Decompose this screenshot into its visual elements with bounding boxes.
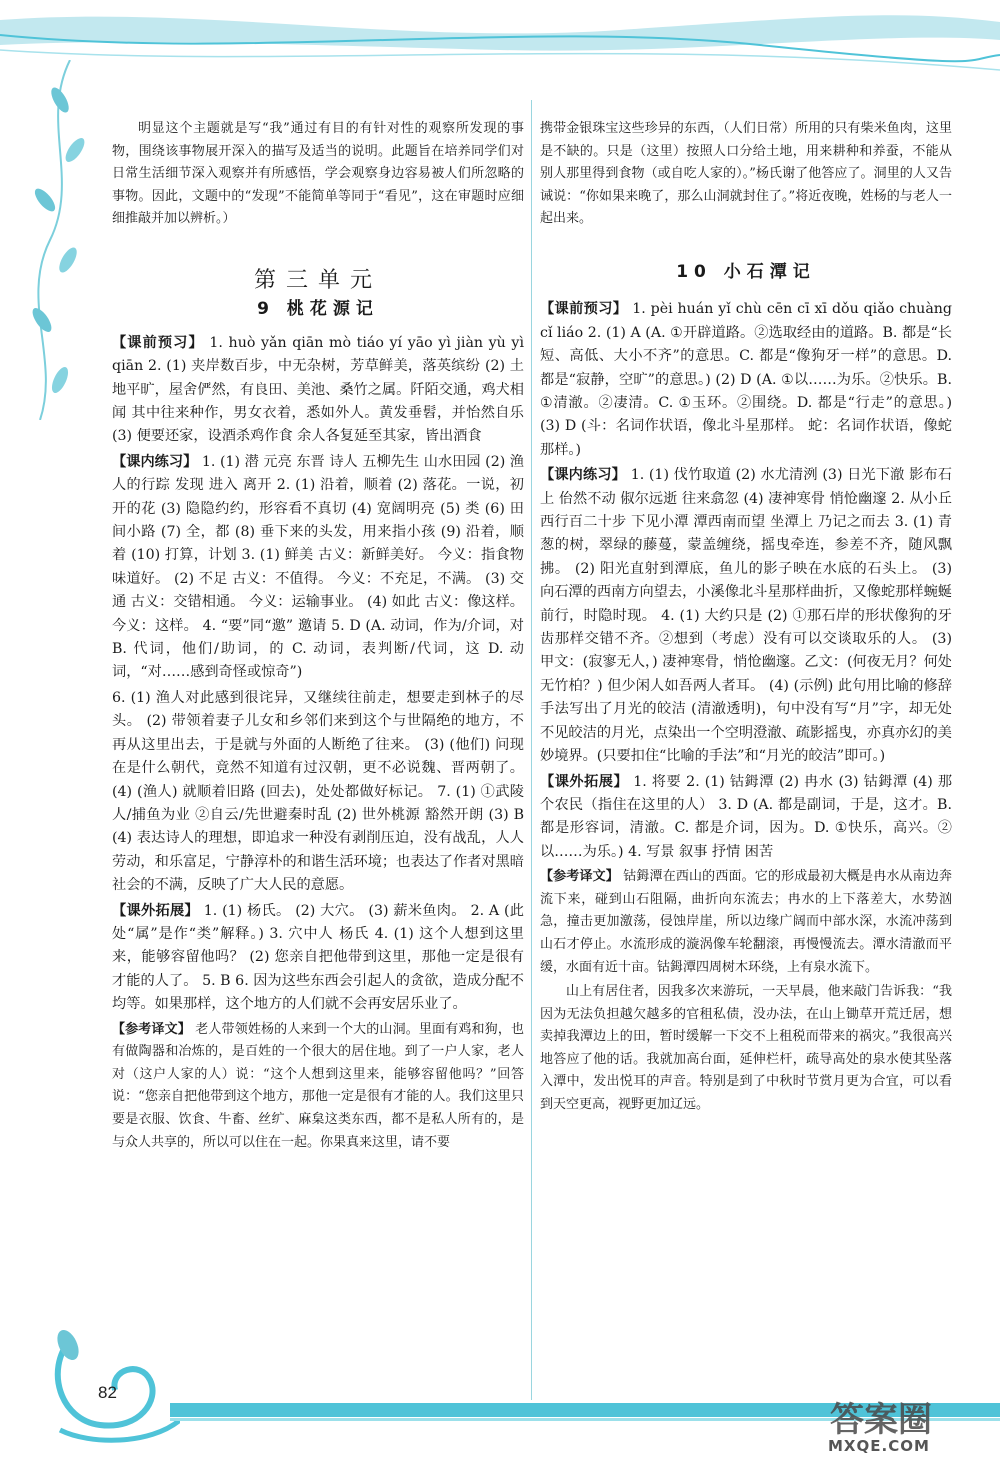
extension-section-10 [540,771,952,865]
extension-label-10: 【课外拓展】 [540,773,629,790]
reference-translation-section [112,1019,524,1155]
reference-translation-text-10-continued: 山上有居住者，因我多次来游玩，一天早晨，他来敲门告诉我：“我因为无法负担越欠越多的官租私债，没办法，在山上锄草开荒迁居，想卖掉我潭边上的田，暂时缓解一下交不上租税而带来的祸灾。”我很高兴地答应了他的话。我就加高台面，延伸栏杆，疏导高处的泉水使其坠落入潭中，发出悦耳的声音。特别是到了中秋时节赏月更为合宜，可以看到天空更高，视野更加辽远。 [540,984,952,1113]
reference-translation-label-10: 【参考译文】 [540,869,619,885]
in-class-label: 【课内练习】 [112,453,198,470]
extension-label: 【课外拓展】 [112,902,199,919]
translation-continued: 携带金银珠宝这些珍异的东西，（人们日常）所用的只有柴米鱼肉，这里是不缺的。只是（这里）按照人口分给土地，用来耕种和养蚕，不能从别人那里得到食物（或自吃人家的）。”杨氏谢了他答应了。洞里的人又告诫说：“你如果来晚了，那么山洞就封住了。”将近夜晚，姓杨的与老人一起出来。 [540,121,952,227]
left-column [112,118,524,1154]
in-class-text-continued: 6. (1) 渔人对此感到很诧异，又继续往前走，想要走到林子的尽头。 (2) 带领着妻子儿女和乡邻们来到这个与世隔绝的地方，不再从这里出去，于是就与外面的人断绝了往来。 (3) (他们) 问现在是什么朝代，竟然不知道有过汉朝，更不必说魏、晋两朝了。 (4) (渔人) 就顺着旧路 (回去)，处处都做好标记。 7. (1) ①武陵人/捕鱼为业 ②自云/先世避秦时乱 (2) 世外桃源 豁然开朗 (3) B (4) 表达诗人的理想，即追求一种没有剥削压迫，没有战乱，人人劳动，和乐富足，宁静淳朴的和谐生活环境；也表达了作者对黑暗社会的不满，反映了广大人民的意愿。 [112,689,524,894]
pre-study-section [112,332,524,449]
pre-study-label: 【课前预习】 [112,334,204,351]
pre-study-label-10: 【课前预习】 [540,301,628,318]
pre-study-text-10: 1. pèi huán yǐ chù cēn cī xī dǒu qiǎo chuàng cǐ liáo 2. (1) A (A. ①开辟道路。②选取经由的道路。B. 都是“长短、高低、大小不齐”的意思。C. 都是“像狗牙一样”的意思。D. 都是“寂静，空旷”的意思。) (2) D (A. ①以……为乐。②快乐。B. ①清澈。②凄清。C. ①玉环。②围绕。D. 都是“行走”的意思。) (3) D (斗：名词作状语，像北斗星那样。 蛇：名词作状语，像蛇那样。) [540,301,952,458]
in-class-section [112,451,524,685]
in-class-section-10 [540,464,952,768]
reference-translation-text-10: 钴鉧潭在西山的西面。它的形成最初大概是冉水从南边奔流下来，碰到山石阻隔，曲折向东流去；冉水的上下落差大，水势汹急，撞击更加激荡，侵蚀岸崖，所以边缘广阔而中部水深，水流冲荡到山石才停止。水流形成的漩涡像车轮翻滚，再慢慢流去。潭水清澈而平缓，水面有近十亩。钴鉧潭四周树木环绕，上有泉水流下。 [540,869,952,975]
writing-intro-paragraph: 明显这个主题就是写“我”通过有目的有针对性的观察所发现的事物，围绕该事物展开深入的描写及适当的说明。此题旨在培养同学们对日常生活细节深入观察并有所感悟，学会观察身边容易被人们所忽略的事物。因此，文题中的“发现”不能简单等同于“看见”，这在审题时应细细推敲并加以辨析。） [112,121,524,227]
lesson-10-title: 10 小石潭记 [676,261,816,282]
extension-section [112,900,524,1017]
right-column [540,118,952,1117]
reference-translation-text: 老人带领姓杨的人来到一个大的山洞。里面有鸡和狗，也有做陶器和冶炼的，是百姓的一个很大的居住地。到了一户人家，老人对（这户人家的人）说：“这个人想到这里来，能够容留他吗？”回答说：“您亲自把他带到这个地方，那他一定是很有才能的人。我们这里只要是衣服、饮食、牛畜、丝纩、麻枲这类东西，都不是私人所有的，是与众人共享的，所以可以住在一起。你果真来这里，请不要 [112,1021,524,1150]
in-class-text: 1. (1) 潜 元亮 东晋 诗人 五柳先生 山水田园 (2) 渔人的行踪 发现 进入 离开 2. (1) 沿着，顺着 (2) 落花。一说，初开的花 (3) 隐隐约约，形容看不真切 (4) 宽阔明亮 (5) 类 (6) 田间小路 (7) 全，都 (8) 垂下来的头发，用来指小孩 (9) 沿着，顺着 (10) 打算，计划 3. (1) 鲜美 古义：新鲜美好。 今义：指食物味道好。 (2) 不足 古义：不值得。 今义：不充足，不满。 (3) 交通 古义：交错相通。 今义：运输事业。 (4) 如此 古义：像这样。 今义：这样。 4. “要”同“邀” 邀请 5. D (A. 动词，作为/介词，对 B. 代词，他们/助词，的 C. 动词，表判断/代词，这 D. 动词，“对……感到奇怪或惊奇”) [112,453,524,681]
extension-text: 1. (1) 杨氏。 (2) 大穴。 (3) 薪米鱼肉。 2. A (此处“属”是作“类”解释。) 3. 穴中人 杨氏 4. (1) 这个人想到这里来，能够容留他吗？ (2) 您亲自把他带到这里，那他一定是很有才能的人了。 5. B 6. 因为这些东西会引起人的贪欲，造成分配不均等。如果那样，这个地方的人们就不会再安居乐业了。 [112,902,524,1013]
column-divider [531,100,532,1400]
in-class-label-10: 【课内练习】 [540,467,627,484]
pre-study-text: 1. huò yǎn qiān mò tiáo yí yāo yì jiàn yù yì qiān 2. (1) 夹岸数百步，中无杂树，芳草鲜美，落英缤纷 (2) 土地平旷，屋舍俨然，有良田、美池、桑竹之属。阡陌交通，鸡犬相闻 其中往来种作，男女衣着，悉如外人。黄发垂髫，并怡然自乐 (3) 便要还家，设酒杀鸡作食 余人各复延至其家，皆出酒食 [112,334,524,445]
top-ribbon-decoration [0,0,1000,110]
pre-study-section-10 [540,298,952,462]
in-class-text-10: 1. (1) 伐竹取道 (2) 水尤清洌 (3) 日光下澈 影布石上 佁然不动 俶尔远逝 往来翕忽 (4) 凄神寒骨 悄怆幽邃 2. 从小丘西行百二十步 下见小潭 潭西南而望 坐潭上 乃记之而去 3. (1) 青葱的树，翠绿的藤蔓，蒙盖缠绕，摇曳牵连，参差不齐，随风飘拂。 (2) 阳光直射到潭底，鱼儿的影子映在水底的石头上。 (3) 向石潭的西南方向望去，小溪像北斗星那样曲折，又像蛇那样蜿蜒前行，时隐时现。 4. (1) 大约只是 (2) ①那石岸的形状像狗的牙齿那样交错不齐。②想到（考虑）没有可以交谈取乐的人。 (3) 甲文：(寂寥无人，) 凄神寒骨，悄怆幽邃。乙文：(何夜无月？何处无竹柏？) 但少闲人如吾两人者耳。 (4) (示例) 此句用比喻的修辞手法写出了月光的皎洁 (清澈透明)，句中没有写“月”字，却无处不见皎洁的月光，点染出一个空明澄澈、疏影摇曳，亦真亦幻的美妙境界。(只要扣住“比喻的手法”和“月光的皎洁”即可。) [540,467,952,765]
vine-leaf-decoration [0,60,110,420]
unit-title: 第三单元 [253,267,382,293]
watermark-logo-text: 答案圈 [830,1400,932,1440]
watermark-url: MXQE.COM [828,1437,930,1455]
lesson-9-title: 9 桃花源记 [257,299,379,320]
extension-text-10: 1. 将要 2. (1) 钴鉧潭 (2) 冉水 (3) 钴鉧潭 (4) 那个农民（指住在这里的人） 3. D (A. 都是副词，于是，这才。B. 都是形容词，清澈。C. 都是介词，因为。D. ①快乐，高兴。②以……为乐。) 4. 写景 叙事 抒情 困苦 [540,773,953,860]
reference-translation-section-10 [540,866,952,979]
reference-translation-label: 【参考译文】 [112,1021,191,1037]
page-number: 82 [98,1383,117,1402]
